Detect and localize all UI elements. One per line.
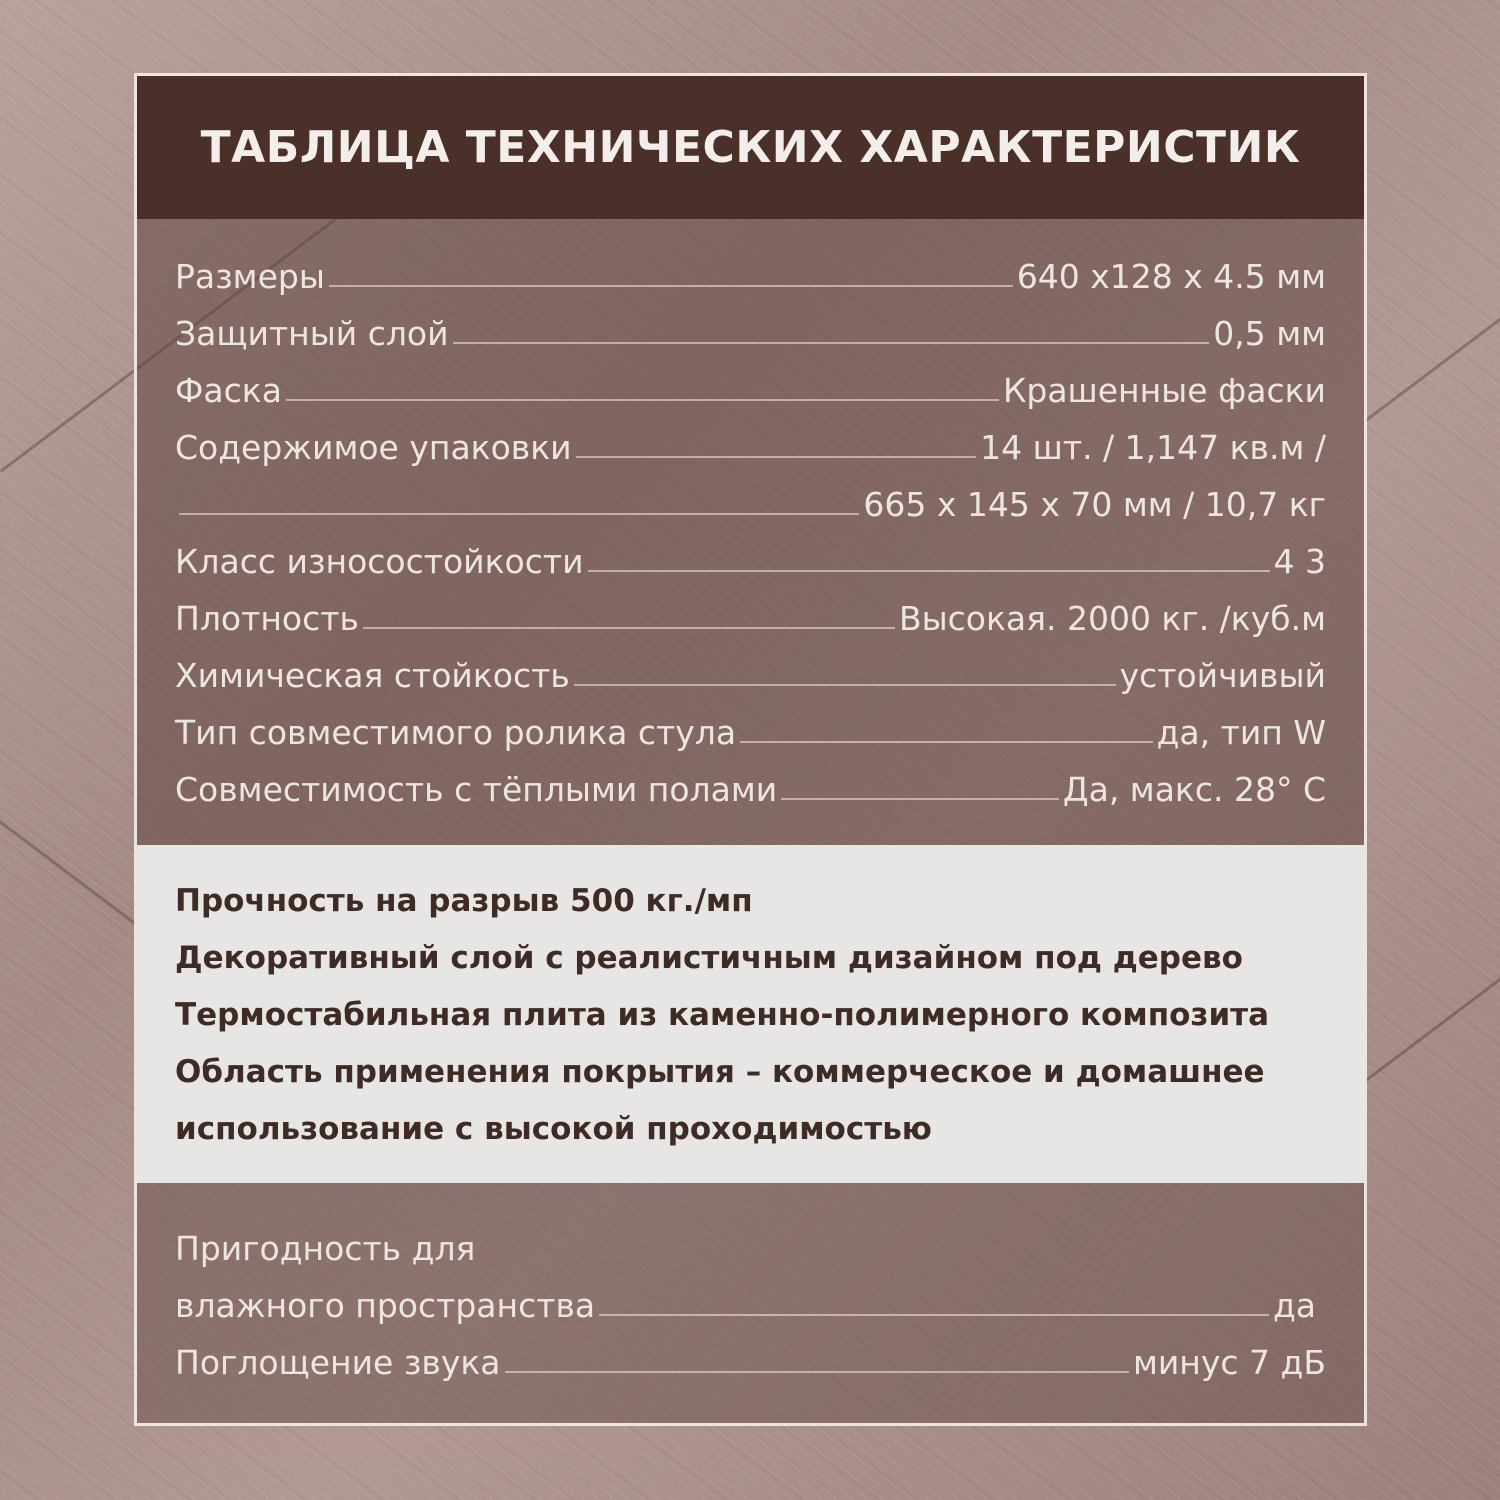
spec-value: Крашенные фаски <box>1002 371 1326 410</box>
spec-value: Высокая. 2000 кг. /куб.м <box>898 599 1326 638</box>
spec-label: Защитный слой <box>175 314 449 353</box>
spec-row <box>175 759 1326 809</box>
spec-label: Совместимость с тёплыми полами <box>175 770 778 809</box>
dotted-leader <box>574 684 1116 686</box>
spec-row <box>175 645 1326 695</box>
spec-value: 0,5 мм <box>1213 314 1326 353</box>
spec-row <box>175 588 1326 638</box>
floor-seam <box>1364 972 1500 1083</box>
spec-row <box>175 531 1326 581</box>
title-bar <box>137 76 1364 219</box>
feature-line: Декоративный слой с реалистичным дизайном под дерево <box>175 940 1243 976</box>
spec-row <box>175 702 1326 752</box>
spec-table <box>137 219 1364 845</box>
spec-label: Плотность <box>175 599 359 638</box>
dotted-leader <box>505 1371 1129 1373</box>
floor-seam <box>1364 312 1500 423</box>
dotted-leader <box>576 456 977 458</box>
spec-row <box>175 417 1326 467</box>
spec-label: Поглощение звука <box>175 1343 501 1382</box>
feature-line: Область применения покрытия – коммерческое и домашнее <box>175 1054 1265 1090</box>
spec-label: Тип совместимого ролика стула <box>175 713 737 752</box>
spec-row <box>175 246 1326 296</box>
dotted-leader <box>329 285 1013 287</box>
features-panel <box>137 845 1364 1183</box>
spec-label: Содержимое упаковки <box>175 428 572 467</box>
spec-row <box>175 474 1326 524</box>
spec-value: Да, макс. 28° С <box>1062 770 1326 809</box>
dotted-leader <box>740 741 1153 743</box>
dotted-leader <box>453 342 1210 344</box>
spec-value: 640 х128 х 4.5 мм <box>1016 257 1326 296</box>
spec-row <box>175 303 1326 353</box>
spec-row <box>175 360 1326 410</box>
spec-value: да <box>1272 1286 1316 1325</box>
spec-value: да, тип W <box>1156 713 1326 752</box>
spec-value: 14 шт. / 1,147 кв.м / <box>980 428 1326 467</box>
spec-value: устойчивый <box>1119 656 1326 695</box>
spec-label: Пригодность для <box>175 1229 476 1268</box>
spec-row <box>175 1332 1326 1382</box>
spec-value: минус 7 дБ <box>1132 1343 1326 1382</box>
page-title: ТАБЛИЦА ТЕХНИЧЕСКИХ ХАРАКТЕРИСТИК <box>200 122 1301 173</box>
dotted-leader <box>286 399 999 401</box>
feature-line: использование с высокой проходимостью <box>175 1111 932 1147</box>
spec-label: влажного пространства <box>175 1286 596 1325</box>
spec-value: 4 3 <box>1273 542 1326 581</box>
spec-label: Класс износостойкости <box>175 542 584 581</box>
spec-label: Размеры <box>175 257 325 296</box>
spec-row <box>175 1218 1326 1268</box>
spec-label: Фаска <box>175 371 282 410</box>
dotted-leader <box>588 570 1270 572</box>
spec-row <box>175 1275 1316 1325</box>
spec-label: Химическая стойкость <box>175 656 570 695</box>
dotted-leader <box>599 1314 1269 1316</box>
feature-line: Прочность на разрыв 500 кг./мп <box>175 883 753 919</box>
dotted-leader <box>363 627 895 629</box>
extra-spec-table <box>137 1183 1364 1423</box>
spec-value: 665 х 145 х 70 мм / 10,7 кг <box>863 485 1326 524</box>
dotted-leader <box>781 798 1059 800</box>
dotted-leader <box>179 513 859 515</box>
spec-card <box>137 76 1364 1423</box>
feature-line: Термостабильная плита из каменно-полимерного композита <box>175 997 1270 1033</box>
